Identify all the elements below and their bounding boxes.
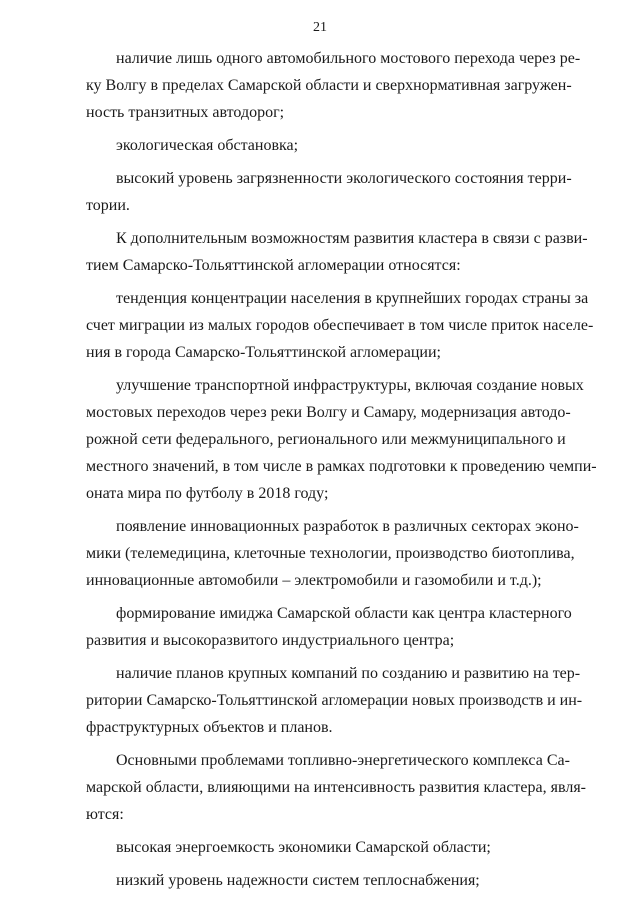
paragraph bbox=[86, 132, 561, 159]
text-line: оната мира по футболу в 2018 году; bbox=[86, 485, 329, 502]
text-line: появление инновационных разработок в различных секторах эконо- bbox=[116, 518, 579, 535]
text-line: развития и высокоразвитого индустриального центра; bbox=[86, 632, 455, 649]
text-line: формирование имиджа Самарской области как центра кластерного bbox=[116, 605, 572, 622]
paragraph bbox=[86, 867, 561, 894]
paragraph bbox=[86, 45, 581, 126]
text-line: наличие планов крупных компаний по созданию и развитию на тер- bbox=[116, 665, 581, 682]
paragraph bbox=[86, 165, 572, 219]
paragraph bbox=[86, 834, 561, 861]
paragraph bbox=[86, 513, 579, 594]
text-line: высокая энергоемкость экономики Самарской области; bbox=[116, 839, 491, 856]
paragraph bbox=[86, 285, 594, 366]
document-body bbox=[86, 45, 597, 900]
text-line: экологическая обстановка; bbox=[116, 137, 299, 154]
text-line: Основными проблемами топливно-энергетического комплекса Са- bbox=[116, 752, 570, 769]
text-line: ность транзитных автодорог; bbox=[86, 104, 285, 121]
paragraph bbox=[86, 660, 583, 741]
text-line: мики (телемедицина, клеточные технологии, производство биотоплива, bbox=[86, 545, 575, 562]
text-line: ния в города Самарско-Тольяттинской агломерации; bbox=[86, 344, 441, 361]
paragraph bbox=[86, 372, 597, 507]
paragraph bbox=[86, 225, 588, 279]
paragraph bbox=[86, 600, 572, 654]
paragraph bbox=[86, 747, 586, 828]
text-line: улучшение транспортной инфраструктуры, включая создание новых bbox=[116, 377, 584, 394]
text-line: марской области, влияющими на интенсивность развития кластера, явля- bbox=[86, 779, 586, 796]
text-line: тием Самарско-Тольяттинской агломерации относятся: bbox=[86, 257, 461, 274]
text-line: ются: bbox=[86, 806, 124, 823]
text-line: рожной сети федерального, регионального или межмуниципального и bbox=[86, 431, 566, 448]
text-line: инновационные автомобили – электромобили и газомобили и т.д.); bbox=[86, 572, 542, 589]
text-line: мостовых переходов через реки Волгу и Самару, модернизация автодо- bbox=[86, 404, 571, 421]
text-line: высокий уровень загрязненности экологического состояния терри- bbox=[116, 170, 572, 187]
text-line: наличие лишь одного автомобильного мостового перехода через ре- bbox=[116, 50, 581, 67]
text-line: К дополнительным возможностям развития кластера в связи с разви- bbox=[116, 230, 588, 247]
page-number: 21 bbox=[313, 20, 327, 35]
text-line: фраструктурных объектов и планов. bbox=[86, 719, 333, 736]
text-line: тории. bbox=[86, 197, 130, 214]
text-line: местного значений, в том числе в рамках подготовки к проведению чемпи- bbox=[86, 458, 597, 475]
text-line: ку Волгу в пределах Самарской области и сверхнормативная загружен- bbox=[86, 77, 572, 94]
text-line: ритории Самарско-Тольяттинской агломерации новых производств и ин- bbox=[86, 692, 583, 709]
text-line: низкий уровень надежности систем теплоснабжения; bbox=[116, 872, 480, 889]
text-line: тенденция концентрации населения в крупнейших городах страны за bbox=[116, 290, 589, 307]
text-line: счет миграции из малых городов обеспечивает в том числе приток населе- bbox=[86, 317, 594, 334]
